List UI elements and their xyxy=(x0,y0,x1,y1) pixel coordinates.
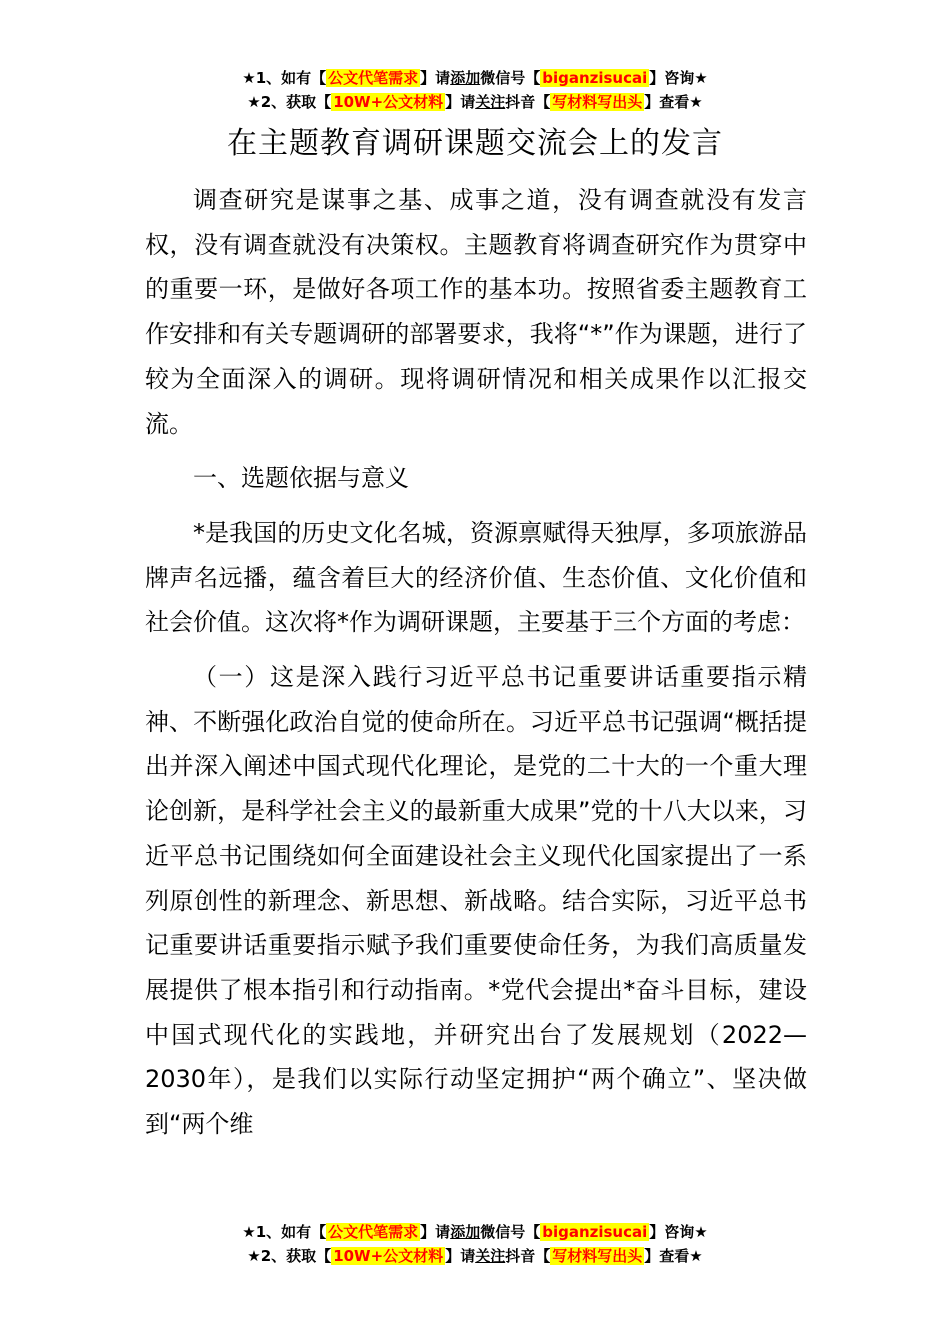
document-title: 在主题教育调研课题交流会上的发言 xyxy=(227,126,723,161)
banner-text: 】请 xyxy=(420,69,451,87)
banner-text: 】查看★ xyxy=(644,1247,703,1265)
banner-line-1 xyxy=(0,66,950,90)
banner-highlight: 写材料写出头 xyxy=(552,1247,643,1265)
banner-highlight: 10W+公文材料 xyxy=(333,93,444,111)
paragraph-intro: 调查研究是谋事之基、成事之道，没有调查就没有发言权，没有调查就没有决策权。主题教育将调查研究作为贯穿中的重要一环，是做好各项工作的基本功。按照省委主题教育工作安排和有关专题调研的部署要求，我将“*”作为课题，进行了较为全面深入的调研。现将调研情况和相关成果作以汇报交流。 xyxy=(145,186,807,438)
banner-text: ★2、获取【 xyxy=(247,93,332,111)
banner-text: 微信号【 xyxy=(480,1223,541,1241)
banner-highlight: 10W+公文材料 xyxy=(333,1247,444,1265)
banner-text: ★2、获取【 xyxy=(247,1247,332,1265)
banner-highlight: 写材料写出头 xyxy=(552,93,643,111)
banner-highlight: 公文代笔需求 xyxy=(328,69,419,87)
banner-text: ★1、如有【 xyxy=(242,1223,327,1241)
banner-underlined: 关注 xyxy=(475,1247,506,1265)
banner-text: 】咨询★ xyxy=(649,69,708,87)
banner-highlight: 公文代笔需求 xyxy=(328,1223,419,1241)
banner-highlight: biganzisucai xyxy=(542,1223,648,1241)
banner-text: 】请 xyxy=(445,1247,476,1265)
banner-text: 】咨询★ xyxy=(649,1223,708,1241)
paragraph-background: *是我国的历史文化名城，资源禀赋得天独厚，多项旅游品牌声名远播，蕴含着巨大的经济价值、生态价值、文化价值和社会价值。这次将*作为调研课题，主要基于三个方面的考虑： xyxy=(145,518,807,637)
banner-underlined: 关注 xyxy=(475,93,506,111)
banner-text: ★1、如有【 xyxy=(242,69,327,87)
document-body xyxy=(145,178,807,1157)
banner-underlined: 添加 xyxy=(450,69,481,87)
banner-text: 抖音【 xyxy=(505,1247,551,1265)
banner-underlined: 添加 xyxy=(450,1223,481,1241)
header-banner xyxy=(0,66,950,114)
banner-text: 】请 xyxy=(420,1223,451,1241)
banner-text: 抖音【 xyxy=(505,93,551,111)
banner-line-2 xyxy=(0,1244,950,1268)
banner-highlight: biganzisucai xyxy=(542,69,648,87)
banner-line-1 xyxy=(0,1220,950,1244)
banner-text: 】查看★ xyxy=(644,93,703,111)
section-heading: 一、选题依据与意义 xyxy=(193,464,409,493)
banner-line-2 xyxy=(0,90,950,114)
paragraph-reason-1: （一）这是深入践行习近平总书记重要讲话重要指示精神、不断强化政治自觉的使命所在。习近平总书记强调“概括提出并深入阐述中国式现代化理论，是党的二十大的一个重大理论创新，是科学社会主义的最新重大成果”党的十八大以来，习近平总书记围绕如何全面建设社会主义现代化国家提出了一系列原创性的新理念、新思想、新战略。结合实际，习近平总书记重要讲话重要指示赋予我们重要使命任务，为我们高质量发展提供了根本指引和行动指南。*党代会提出*奋斗目标，建设中国式现代化的实践地，并研究出台了发展规划（2022—2030年），是我们以实际行动坚定拥护“两个确立”、坚决做到“两个维 xyxy=(145,663,807,1139)
banner-text: 微信号【 xyxy=(480,69,541,87)
footer-banner xyxy=(0,1220,950,1268)
banner-text: 】请 xyxy=(445,93,476,111)
